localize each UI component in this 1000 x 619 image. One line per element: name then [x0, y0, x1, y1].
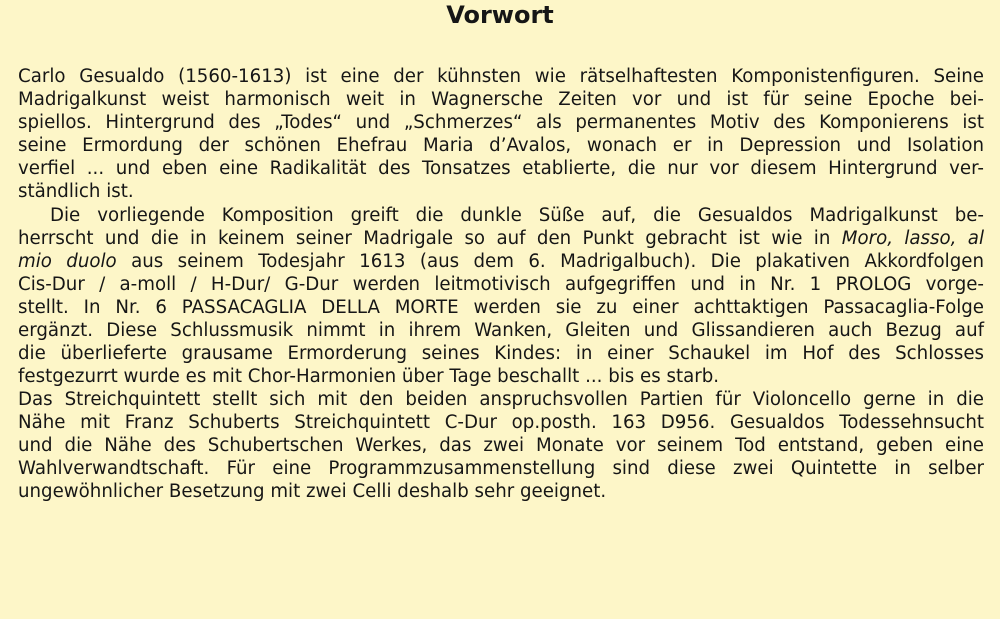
paragraph-3-line-5: ungewöhnlicher Besetzung mit zwei Celli deshalb sehr geeignet.: [18, 481, 607, 502]
paragraph-2-line-3-text: aus seinem Todesjahr 1613 (aus dem 6. Madrigalbuch). Die plakativen Akkordfolgen: [116, 251, 984, 272]
paragraph-1-line-5: verfiel ... und eben eine Radikalität des Tonsatzes etablierte, die nur vor diesem Hintergrund ver-: [18, 158, 984, 179]
paragraph-1-line-1: Carlo Gesualdo (1560-1613) ist eine der kühnsten wie rätselhaftesten Komponistenfiguren. Seine: [18, 66, 984, 87]
paragraph-3-line-2: Nähe mit Franz Schuberts Streichquintett C-Dur op.posth. 163 D956. Gesualdos Todessehnsucht: [18, 412, 984, 433]
paragraph-1-line-6: ständlich ist.: [18, 181, 134, 202]
paragraph-3-line-1: Das Streichquintett stellt sich mit den beiden anspruchsvollen Partien für Violoncello gerne in die: [18, 389, 984, 410]
paragraph-2-line-4: Cis-Dur / a-moll / H-Dur/ G-Dur werden leitmotivisch aufgegriffen und in Nr. 1 PROLOG vorge-: [18, 274, 984, 295]
paragraph-2-line-2-text: herrscht und die in keinem seiner Madrigale so auf den Punkt gebracht ist wie in: [18, 228, 842, 249]
madrigal-title-part-2: mio duolo: [18, 251, 117, 272]
madrigal-title-part-1: Moro, lasso, al: [841, 228, 984, 249]
paragraph-1-line-2: Madrigalkunst weist harmonisch weit in Wagnersche Zeiten vor und ist für seine Epoche bei-: [18, 89, 984, 110]
paragraph-2-line-2: [18, 227, 984, 250]
paragraph-3-line-3: und die Nähe des Schubertschen Werkes, das zwei Monate vor seinem Tod entstand, geben eine: [18, 435, 984, 456]
paragraph-2-line-7: die überlieferte grausame Ermorderung seines Kindes: in einer Schaukel im Hof des Schlosses: [18, 343, 984, 364]
paragraph-1-line-3: spiellos. Hintergrund des „Todes“ und „Schmerzes“ als permanentes Motiv des Komponierens ist: [18, 112, 984, 133]
paragraph-2-line-1: Die vorliegende Komposition greift die dunkle Süße auf, die Gesualdos Madrigalkunst be-: [50, 205, 984, 226]
paragraph-2-line-3: [18, 250, 984, 273]
paragraph-1-line-4: seine Ermordung der schönen Ehefrau Maria d’Avalos, wonach er in Depression und Isolation: [18, 135, 984, 156]
paragraph-2-line-5: stellt. In Nr. 6 PASSACAGLIA DELLA MORTE werden sie zu einer achttaktigen Passacaglia-Folge: [18, 297, 984, 318]
paragraph-2-line-6: ergänzt. Diese Schlussmusik nimmt in ihrem Wanken, Gleiten und Glissandieren auch Bezug auf: [18, 320, 984, 341]
paragraph-2-line-8: festgezurrt wurde es mit Chor-Harmonien über Tage beschallt ... bis es starb.: [18, 366, 720, 387]
paragraph-3-line-4: Wahlverwandtschaft. Für eine Programmzusammenstellung sind diese zwei Quintette in selber: [18, 458, 984, 479]
page-title: Vorwort: [446, 1, 554, 29]
